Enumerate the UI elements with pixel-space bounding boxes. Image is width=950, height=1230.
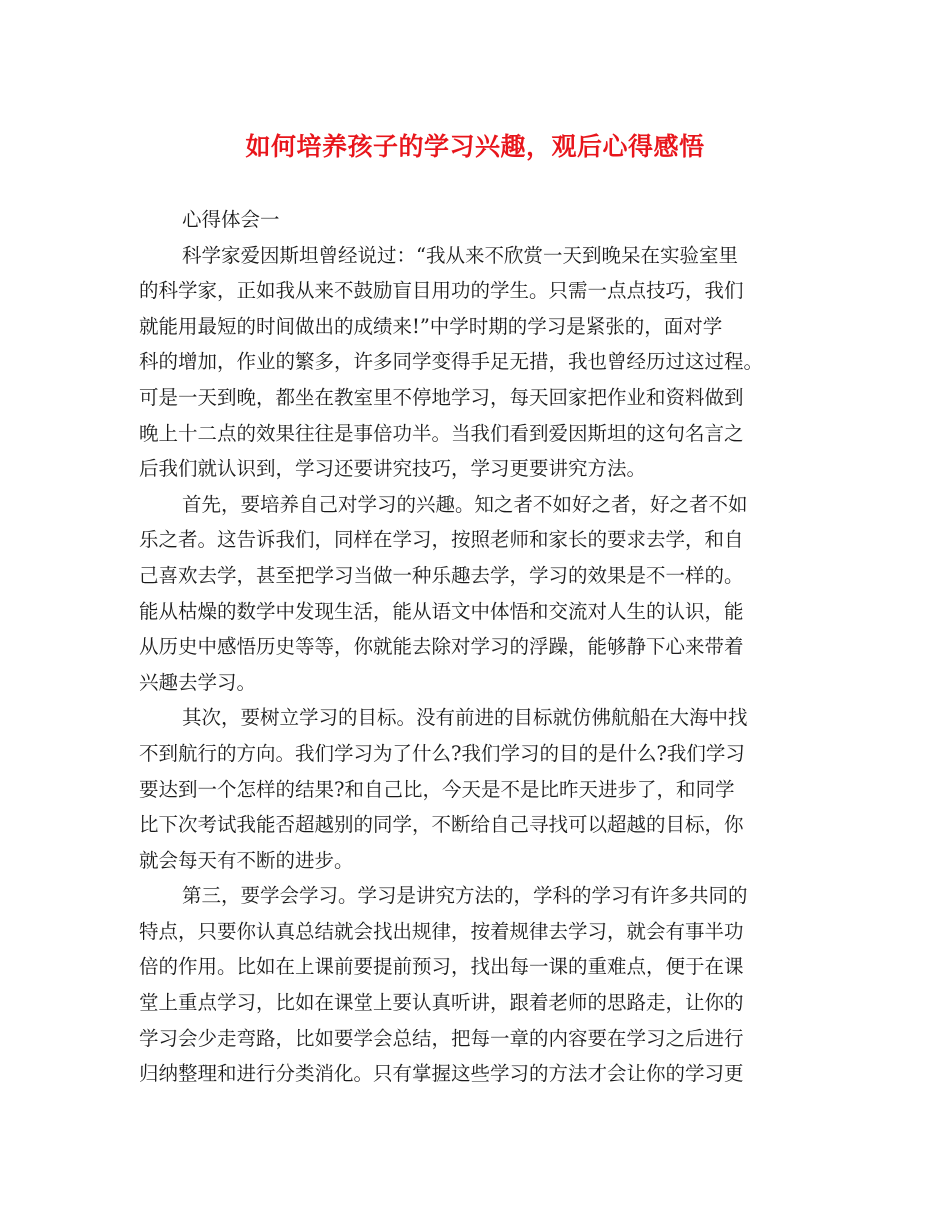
text-line: 堂上重点学习，比如在课堂上要认真听讲，跟着老师的思路走，让你的 <box>139 991 744 1015</box>
text-line: 就会每天有不断的进步。 <box>139 848 354 872</box>
text-line: 要达到一个怎样的结果?和自己比，今天是不是比昨天进步了，和同学 <box>139 777 735 801</box>
document-title: 如何培养孩子的学习兴趣，观后心得感悟 <box>245 132 705 161</box>
text-line: 归纳整理和进行分类消化。只有掌握这些学习的方法才会让你的学习更 <box>139 1062 744 1086</box>
text-line: 心得体会一 <box>182 208 280 231</box>
text-line: 科的增加，作业的繁多，许多同学变得手足无措，我也曾经历过这过程。 <box>139 350 764 374</box>
document-body <box>139 202 819 1092</box>
text-line: 首先，要培养自己对学习的兴趣。知之者不如好之者，好之者不如 <box>182 492 748 516</box>
text-line: 可是一天到晚，都坐在教室里不停地学习，每天回家把作业和资料做到 <box>139 385 744 409</box>
text-line: 科学家爱因斯坦曾经说过：“我从来不欣赏一天到晚呆在实验室里 <box>182 243 738 267</box>
text-line: 就能用最短的时间做出的成绩来!”中学时期的学习是紧张的，面对学 <box>139 314 723 338</box>
text-line: 己喜欢去学，甚至把学习当做一种乐趣去学，学习的效果是不一样的。 <box>139 563 744 587</box>
text-line: 倍的作用。比如在上课前要提前预习，找出每一课的重难点，便于在课 <box>139 955 744 979</box>
text-line: 晚上十二点的效果往往是事倍功半。当我们看到爱因斯坦的这句名言之 <box>139 421 744 445</box>
text-line: 不到航行的方向。我们学习为了什么?我们学习的目的是什么?我们学习 <box>139 741 745 765</box>
text-line: 的科学家，正如我从来不鼓励盲目用功的学生。只需一点点技巧，我们 <box>139 279 744 303</box>
text-line: 特点，只要你认真总结就会找出规律，按着规律去学习，就会有事半功 <box>139 919 744 943</box>
text-line: 其次，要树立学习的目标。没有前进的目标就仿佛航船在大海中找 <box>182 706 748 730</box>
text-line: 学习会少走弯路，比如要学会总结，把每一章的内容要在学习之后进行 <box>139 1026 744 1050</box>
text-line: 乐之者。这告诉我们，同样在学习，按照老师和家长的要求去学，和自 <box>139 528 744 552</box>
text-line: 能从枯燥的数学中发现生活，能从语文中体悟和交流对人生的认识，能 <box>139 599 744 623</box>
text-line: 兴趣去学习。 <box>139 670 257 694</box>
text-line: 从历史中感悟历史等等，你就能去除对学习的浮躁，能够静下心来带着 <box>139 635 744 659</box>
text-line: 第三，要学会学习。学习是讲究方法的，学科的学习有许多共同的 <box>182 884 748 908</box>
text-line: 比下次考试我能否超越别的同学，不断给自己寻找可以超越的目标，你 <box>139 813 744 837</box>
text-line: 后我们就认识到，学习还要讲究技巧，学习更要讲究方法。 <box>139 457 647 481</box>
